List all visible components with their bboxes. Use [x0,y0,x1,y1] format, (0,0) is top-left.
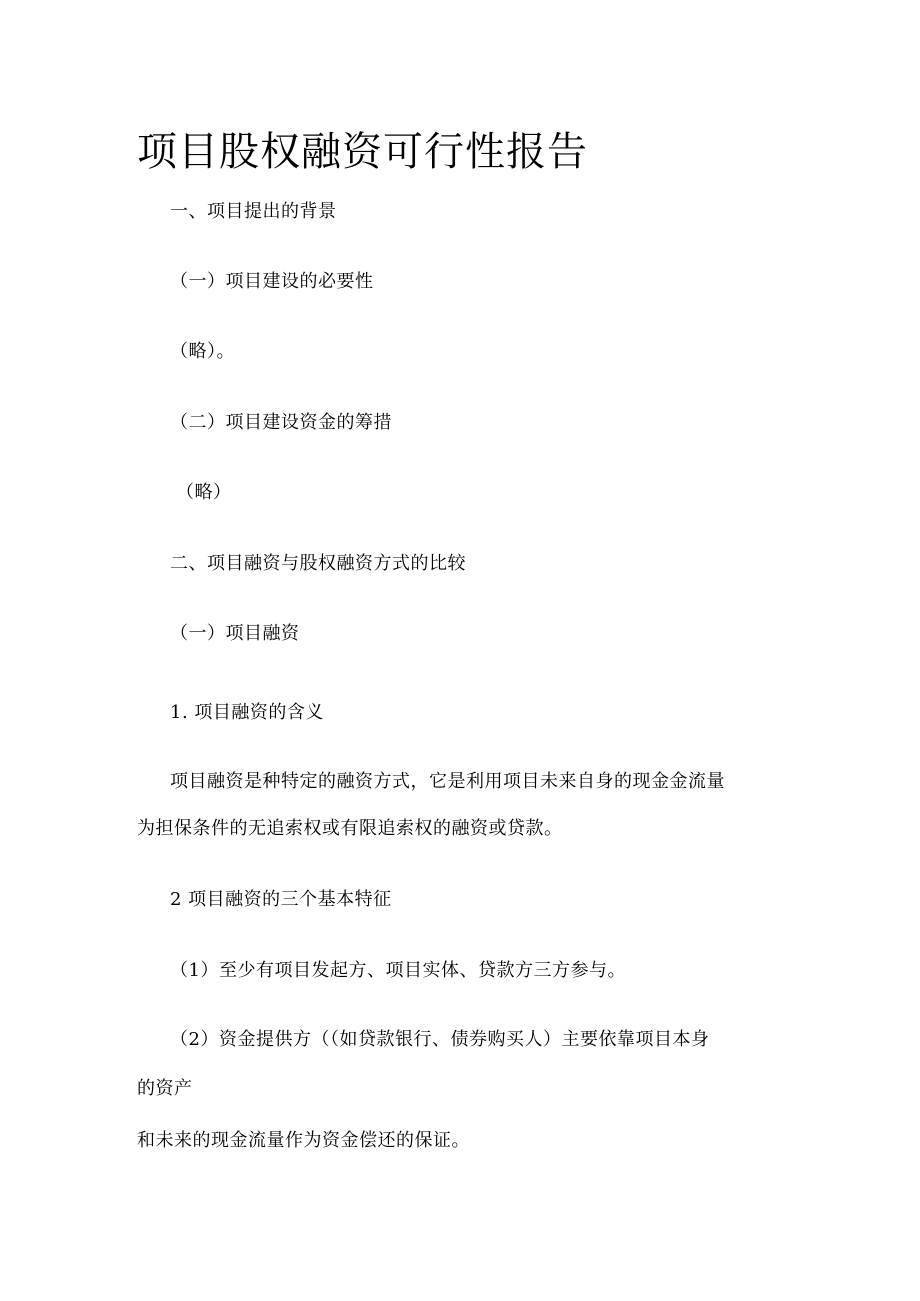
item-heading-features: 2 项目融资的三个基本特征 [170,889,392,910]
feature-item-2-line-3: 和未来的现金流量作为资金偿还的保证。 [137,1130,470,1151]
paragraph-definition-line-1: 项目融资是种特定的融资方式，它是利用项目未来自身的现金金流量 [170,771,725,792]
paragraph-omitted-1: （略）。 [170,341,235,362]
section-heading-background: 一、项目提出的背景 [170,201,337,222]
subsection-heading-project-financing: （一）项目融资 [170,623,300,644]
feature-item-1: （1）至少有项目发起方、项目实体、贷款方三方参与。 [170,960,626,981]
subsection-heading-necessity: （一）项目建设的必要性 [170,271,374,292]
subsection-heading-funding: （二）项目建设资金的筹措 [170,412,392,433]
feature-item-2-line-2: 的资产 [137,1078,193,1099]
feature-item-2-line-1: （2）资金提供方（（如贷款银行、债券购买人）主要依靠项目本身 [170,1029,710,1050]
paragraph-omitted-2: （略） [176,482,232,503]
section-heading-comparison: 二、项目融资与股权融资方式的比较 [170,553,466,574]
document-title: 项目股权融资可行性报告 [137,129,588,175]
item-heading-definition: 1. 项目融资的含义 [170,702,324,723]
paragraph-definition-line-2: 为担保条件的无追索权或有限追索权的融资或贷款。 [137,818,563,839]
